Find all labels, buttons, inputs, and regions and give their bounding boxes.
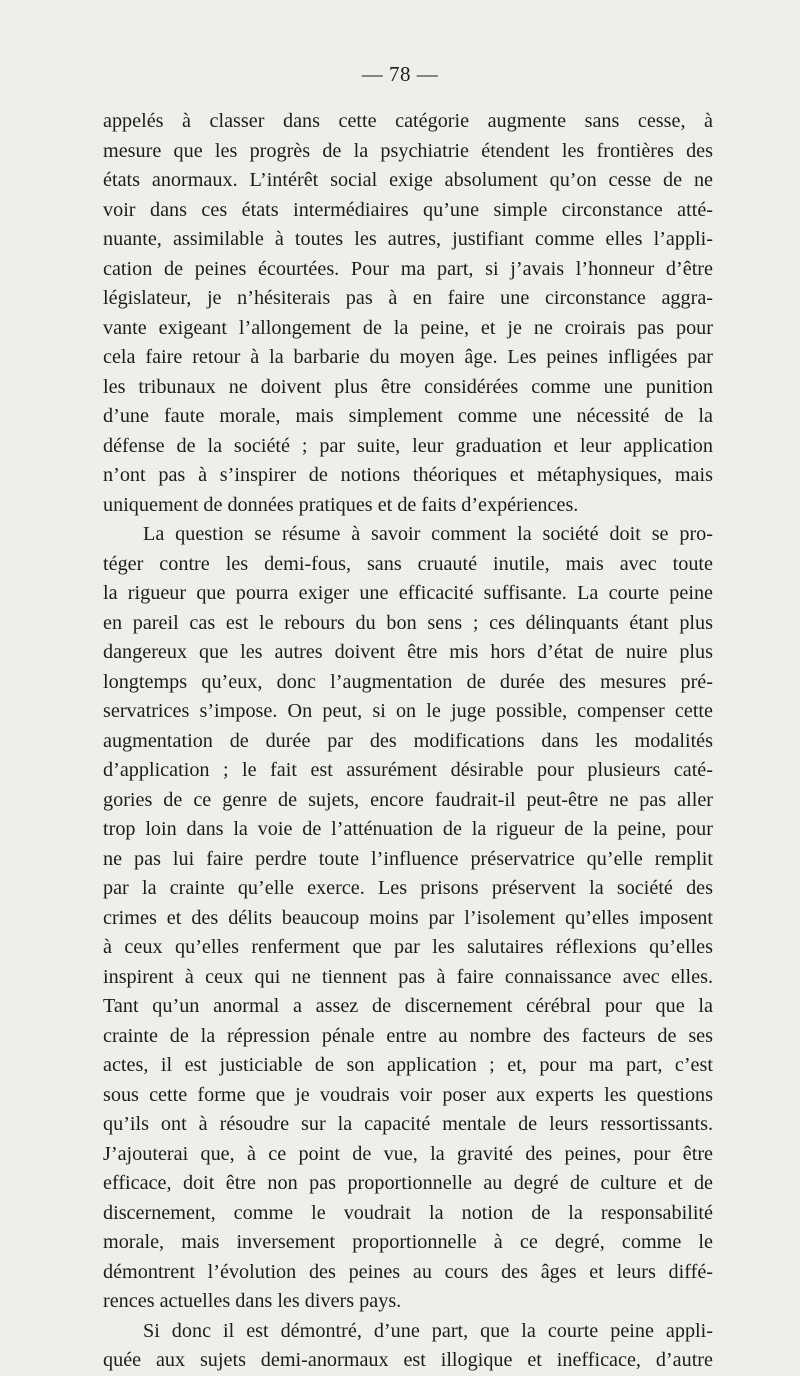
text-line: Tant qu’un anormal a assez de discernement cérébral pour que la bbox=[103, 995, 713, 1017]
paragraph-start-line: La question se résume à savoir comment la société doit se pro- bbox=[143, 523, 713, 545]
text-line: discernement, comme le voudrait la notion de la responsabilité bbox=[103, 1201, 713, 1224]
text-line: inspirent à ceux qui ne tiennent pas à faire connaissance avec elles. bbox=[103, 965, 713, 988]
text-line: d’une faute morale, mais simplement comme une nécessité de la bbox=[103, 405, 713, 427]
text-line: trop loin dans la voie de l’atténuation de la rigueur de la peine, pour bbox=[103, 818, 713, 840]
text-line: défense de la société ; par suite, leur graduation et leur application bbox=[103, 434, 713, 457]
text-line: crainte de la répression pénale entre au nombre des facteurs de ses bbox=[103, 1024, 713, 1047]
text-line: dangereux que les autres doivent être mis hors d’état de nuire plus bbox=[103, 641, 713, 663]
text-line: augmentation de durée par des modifications dans les modalités bbox=[103, 729, 713, 752]
text-line: gories de ce genre de sujets, encore faudrait-il peut-être ne pas aller bbox=[103, 788, 713, 811]
text-line: d’application ; le fait est assurément désirable pour plusieurs caté- bbox=[103, 759, 713, 781]
text-line: par la crainte qu’elle exerce. Les prisons préservent la société des bbox=[103, 877, 713, 899]
text-line: cation de peines écourtées. Pour ma part, si j’avais l’honneur d’être bbox=[103, 257, 713, 280]
text-line: crimes et des délits beaucoup moins par l’isolement qu’elles imposent bbox=[103, 906, 713, 929]
body-text bbox=[103, 107, 713, 1376]
text-line: sous cette forme que je voudrais voir poser aux experts les questions bbox=[103, 1083, 713, 1106]
text-line: morale, mais inversement proportionnelle à ce degré, comme le bbox=[103, 1231, 713, 1253]
text-line: la rigueur que pourra exiger une efficacité suffisante. La courte peine bbox=[103, 582, 713, 604]
text-line: législateur, je n’hésiterais pas à en faire une circonstance aggra- bbox=[103, 287, 713, 309]
text-line: en pareil cas est le rebours du bon sens ; ces délinquants étant plus bbox=[103, 611, 713, 634]
paragraph-start-line: Si donc il est démontré, d’une part, que la courte peine appli- bbox=[143, 1319, 713, 1342]
page-number: — 78 — bbox=[361, 62, 439, 86]
text-line: les tribunaux ne doivent plus être considérées comme une punition bbox=[103, 375, 713, 398]
text-line: états anormaux. L’intérêt social exige absolument qu’on cesse de ne bbox=[103, 169, 713, 191]
text-line: à ceux qu’elles renferment que par les salutaires réflexions qu’elles bbox=[103, 936, 713, 958]
text-line: appelés à classer dans cette catégorie augmente sans cesse, à bbox=[103, 110, 713, 132]
text-line: ne pas lui faire perdre toute l’influence préservatrice qu’elle remplit bbox=[103, 847, 713, 870]
text-line: cela faire retour à la barbarie du moyen âge. Les peines infligées par bbox=[103, 346, 713, 368]
text-line: voir dans ces états intermédiaires qu’une simple circonstance atté- bbox=[103, 198, 713, 221]
text-line: servatrices s’impose. On peut, si on le juge possible, compenser cette bbox=[103, 700, 713, 722]
text-line: téger contre les demi-fous, sans cruauté inutile, mais avec toute bbox=[103, 552, 713, 575]
text-line: mesure que les progrès de la psychiatrie étendent les frontières des bbox=[103, 139, 713, 162]
paragraph-end-line: rences actuelles dans les divers pays. bbox=[103, 1290, 402, 1312]
text-line: qu’ils ont à résoudre sur la capacité mentale de leurs ressortissants. bbox=[103, 1113, 713, 1135]
text-line: longtemps qu’eux, donc l’augmentation de durée des mesures pré- bbox=[103, 670, 713, 693]
text-line: quée aux sujets demi-anormaux est illogique et inefficace, d’autre bbox=[103, 1349, 713, 1371]
text-line: J’ajouterai que, à ce point de vue, la gravité des peines, pour être bbox=[103, 1142, 713, 1165]
text-line: vante exigeant l’allongement de la peine, et je ne croirais pas pour bbox=[103, 316, 713, 339]
text-line: efficace, doit être non pas proportionnelle au degré de culture et de bbox=[103, 1172, 713, 1194]
text-line: n’ont pas à s’inspirer de notions théoriques et métaphysiques, mais bbox=[103, 464, 713, 486]
text-line: démontrent l’évolution des peines au cours des âges et leurs diffé- bbox=[103, 1260, 713, 1283]
paragraph-end-line: uniquement de données pratiques et de faits d’expériences. bbox=[103, 493, 579, 516]
text-line: actes, il est justiciable de son application ; et, pour ma part, c’est bbox=[103, 1054, 713, 1076]
text-line: nuante, assimilable à toutes les autres, justifiant comme elles l’appli- bbox=[103, 228, 713, 250]
